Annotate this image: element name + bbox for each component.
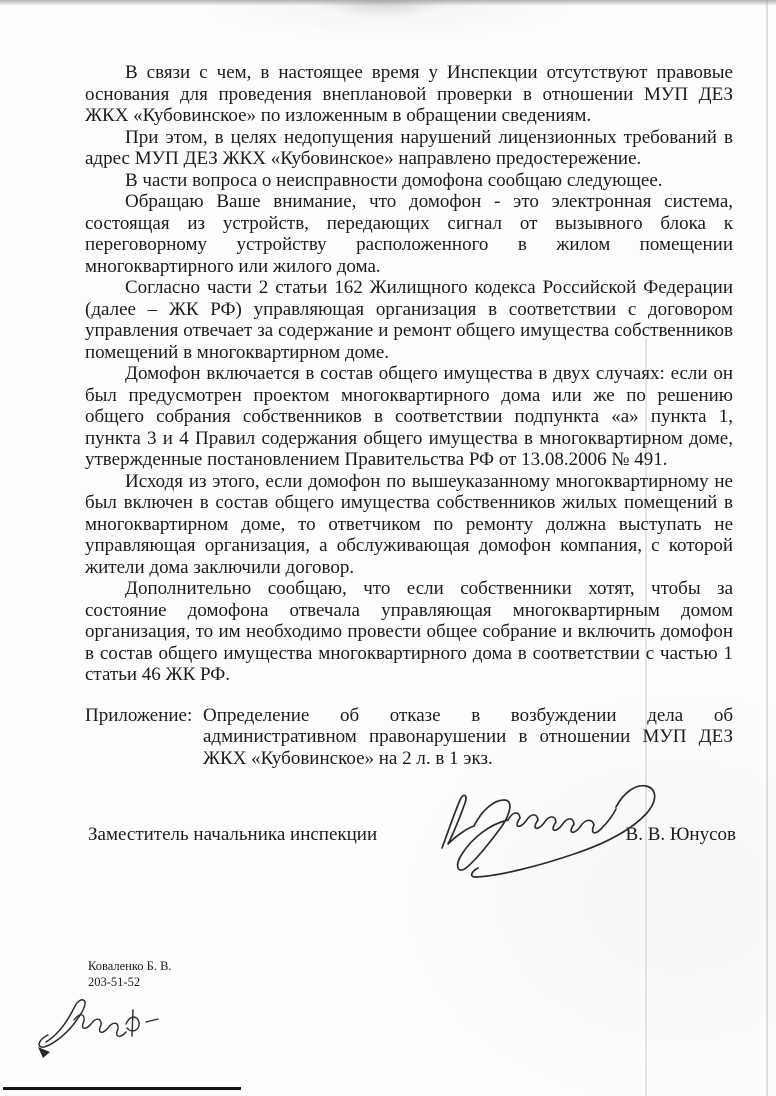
executor-phone: 203-51-52 [88, 974, 141, 989]
signature-executor-ink [22, 990, 172, 1062]
paragraph: Домофон включается в состав общего имущества в двух случаях: если он был предусмотрен проектом многоквартирного дома или же по решению общего собрания собственников в соответствии подпункта «а» пункта 1, пункта 3 и 4 Правил содержания общего имущества в многоквартирном доме, утвержденные постановлением Правительства РФ от 13.08.2006 № 491. [85, 363, 733, 470]
paragraph: Исходя из этого, если домофон по вышеуказанному многоквартирному не был включен в состав общего имущества собственников жилых помещений в многоквартирном доме, то ответчиком по ремонту должна выступать не управляющая организация, а обслуживающая домофон компания, с которой жители дома заключили договор. [85, 470, 733, 578]
paragraph: В связи с чем, в настоящее время у Инспекции отсутствуют правовые основания для проведения внеплановой проверки в отношении МУП ДЕЗ ЖКХ «Кубовинское» по изложенным в обращении сведениям. [85, 62, 733, 126]
paragraph: В части вопроса о неисправности домофона сообщаю следующее. [125, 169, 663, 191]
attachment-text: Определение об отказе в возбуждении дела об административном правонарушении в отношении МУП ДЕЗ ЖКХ «Кубовинское» на 2 л. в 1 экз. [203, 704, 733, 769]
paragraph: При этом, в целях недопущения нарушений лицензионных требований в адрес МУП ДЕЗ ЖКХ «Кубовинское» направлено предостережение. [85, 126, 733, 169]
letter-body [85, 62, 733, 769]
attachment-label: Приложение: [85, 704, 193, 726]
scan-page-edge-line [766, 0, 768, 1096]
attachment-section [85, 705, 733, 770]
executor-block [88, 959, 172, 990]
scan-smudge [315, 0, 450, 18]
executor-name: Коваленко Б. В. [88, 959, 172, 973]
signatory-name: В. В. Юнусов [625, 824, 736, 845]
signatory-title: Заместитель начальника инспекции [88, 824, 378, 845]
paragraph: Согласно части 2 статьи 162 Жилищного кодекса Российской Федерации (далее – ЖК РФ) управляющая организация в соответствии с договором управления отвечает за содержание и ремонт общего имущества собственников помещений в многоквартирном доме. [85, 277, 733, 363]
paragraph: Обращаю Ваше внимание, что домофон - это электронная система, состоящая из устройств, передающих сигнал от вызывного блока к переговорному устройству расположенного в жилом помещении многоквартирного или жилого дома. [85, 191, 733, 277]
scan-artifact-bottom-line [3, 1087, 241, 1090]
paragraph: Дополнительно сообщаю, что если собственники хотят, чтобы за состояние домофона отвечала управляющая многоквартирным домом организация, то им необходимо провести общее собрание и включить домофон в состав общего имущества многоквартирного дома в соответствии с частью 1 статьи 46 ЖК РФ. [85, 578, 733, 685]
signature-yunusov-ink [424, 776, 669, 882]
